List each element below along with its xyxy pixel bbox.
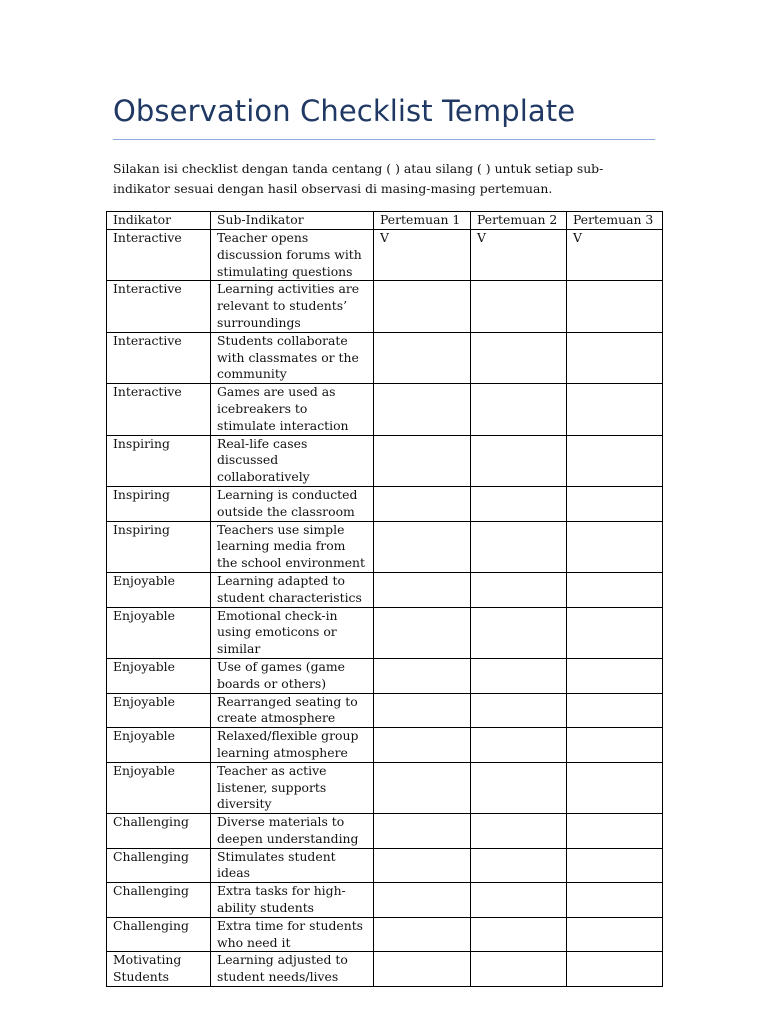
header-sub-indikator: Sub-Indikator xyxy=(211,212,374,230)
table-row xyxy=(107,658,663,693)
indikator-cell: Inspiring xyxy=(107,521,211,572)
pertemuan-3-cell[interactable] xyxy=(567,952,663,987)
indikator-cell: Enjoyable xyxy=(107,607,211,658)
indikator-cell: Motivating Students xyxy=(107,952,211,987)
table-row xyxy=(107,281,663,332)
table-row xyxy=(107,230,663,281)
header-indikator: Indikator xyxy=(107,212,211,230)
pertemuan-2-cell[interactable] xyxy=(471,435,567,486)
indikator-cell: Challenging xyxy=(107,848,211,883)
pertemuan-3-cell[interactable] xyxy=(567,486,663,521)
page-title: Observation Checklist Template xyxy=(113,94,576,128)
sub-indikator-cell: Diverse materials to deepen understanding xyxy=(211,814,374,849)
indikator-cell: Challenging xyxy=(107,883,211,918)
indikator-cell: Enjoyable xyxy=(107,572,211,607)
sub-indikator-cell: Learning adjusted to student needs/lives xyxy=(211,952,374,987)
indikator-cell: Interactive xyxy=(107,230,211,281)
table-row xyxy=(107,435,663,486)
table-row xyxy=(107,917,663,952)
pertemuan-2-cell[interactable] xyxy=(471,693,567,728)
sub-indikator-cell: Learning activities are relevant to students’ surroundings xyxy=(211,281,374,332)
table-row xyxy=(107,952,663,987)
pertemuan-2-cell[interactable] xyxy=(471,572,567,607)
pertemuan-3-cell[interactable] xyxy=(567,572,663,607)
pertemuan-1-cell[interactable] xyxy=(374,486,471,521)
table-row xyxy=(107,693,663,728)
pertemuan-3-cell[interactable] xyxy=(567,917,663,952)
checklist-table xyxy=(106,211,663,987)
pertemuan-1-cell[interactable] xyxy=(374,607,471,658)
indikator-cell: Interactive xyxy=(107,384,211,435)
pertemuan-2-cell[interactable] xyxy=(471,728,567,763)
pertemuan-1-cell[interactable] xyxy=(374,952,471,987)
sub-indikator-cell: Teacher opens discussion forums with stimulating questions xyxy=(211,230,374,281)
table-row xyxy=(107,848,663,883)
pertemuan-3-cell[interactable] xyxy=(567,762,663,813)
indikator-cell: Enjoyable xyxy=(107,728,211,763)
pertemuan-1-cell[interactable] xyxy=(374,281,471,332)
pertemuan-1-cell[interactable] xyxy=(374,728,471,763)
table-row xyxy=(107,332,663,383)
pertemuan-1-cell[interactable] xyxy=(374,693,471,728)
pertemuan-3-cell[interactable] xyxy=(567,883,663,918)
indikator-cell: Enjoyable xyxy=(107,693,211,728)
pertemuan-1-cell[interactable] xyxy=(374,521,471,572)
pertemuan-3-cell[interactable] xyxy=(567,693,663,728)
table-row xyxy=(107,572,663,607)
pertemuan-2-cell[interactable] xyxy=(471,814,567,849)
sub-indikator-cell: Teachers use simple learning media from the school environment xyxy=(211,521,374,572)
table-row xyxy=(107,521,663,572)
indikator-cell: Challenging xyxy=(107,917,211,952)
table-row xyxy=(107,883,663,918)
sub-indikator-cell: Stimulates student ideas xyxy=(211,848,374,883)
pertemuan-1-cell[interactable] xyxy=(374,384,471,435)
pertemuan-3-cell[interactable]: V xyxy=(567,230,663,281)
sub-indikator-cell: Real-life cases discussed collaboratively xyxy=(211,435,374,486)
sub-indikator-cell: Teacher as active listener, supports diversity xyxy=(211,762,374,813)
pertemuan-3-cell[interactable] xyxy=(567,281,663,332)
table-row xyxy=(107,728,663,763)
pertemuan-3-cell[interactable] xyxy=(567,658,663,693)
pertemuan-1-cell[interactable] xyxy=(374,848,471,883)
pertemuan-1-cell[interactable] xyxy=(374,572,471,607)
indikator-cell: Interactive xyxy=(107,281,211,332)
table-row xyxy=(107,814,663,849)
sub-indikator-cell: Emotional check-in using emoticons or similar xyxy=(211,607,374,658)
pertemuan-2-cell[interactable]: V xyxy=(471,230,567,281)
header-row xyxy=(107,212,663,230)
pertemuan-3-cell[interactable] xyxy=(567,607,663,658)
indikator-cell: Interactive xyxy=(107,332,211,383)
pertemuan-1-cell[interactable] xyxy=(374,658,471,693)
sub-indikator-cell: Learning is conducted outside the classroom xyxy=(211,486,374,521)
pertemuan-3-cell[interactable] xyxy=(567,332,663,383)
sub-indikator-cell: Learning adapted to student characteristics xyxy=(211,572,374,607)
table-body xyxy=(107,230,663,987)
pertemuan-3-cell[interactable] xyxy=(567,521,663,572)
indikator-cell: Inspiring xyxy=(107,486,211,521)
pertemuan-2-cell[interactable] xyxy=(471,281,567,332)
pertemuan-3-cell[interactable] xyxy=(567,814,663,849)
pertemuan-2-cell[interactable] xyxy=(471,883,567,918)
indikator-cell: Enjoyable xyxy=(107,762,211,813)
sub-indikator-cell: Relaxed/flexible group learning atmosphere xyxy=(211,728,374,763)
header-pertemuan-2: Pertemuan 2 xyxy=(471,212,567,230)
table-row xyxy=(107,486,663,521)
pertemuan-3-cell[interactable] xyxy=(567,435,663,486)
pertemuan-2-cell[interactable] xyxy=(471,848,567,883)
pertemuan-3-cell[interactable] xyxy=(567,848,663,883)
indikator-cell: Inspiring xyxy=(107,435,211,486)
table-row xyxy=(107,607,663,658)
title-underline xyxy=(113,139,655,140)
pertemuan-1-cell[interactable] xyxy=(374,762,471,813)
sub-indikator-cell: Extra time for students who need it xyxy=(211,917,374,952)
pertemuan-1-cell[interactable] xyxy=(374,883,471,918)
sub-indikator-cell: Extra tasks for high-ability students xyxy=(211,883,374,918)
pertemuan-1-cell[interactable]: V xyxy=(374,230,471,281)
pertemuan-2-cell[interactable] xyxy=(471,917,567,952)
header-pertemuan-1: Pertemuan 1 xyxy=(374,212,471,230)
table-row xyxy=(107,762,663,813)
indikator-cell: Challenging xyxy=(107,814,211,849)
intro-paragraph: Silakan isi checklist dengan tanda centang ( ) atau silang ( ) untuk setiap sub-indikator sesuai dengan hasil observasi di masing-masing pertemuan. xyxy=(113,161,604,196)
pertemuan-3-cell[interactable] xyxy=(567,728,663,763)
sub-indikator-cell: Games are used as icebreakers to stimulate interaction xyxy=(211,384,374,435)
sub-indikator-cell: Students collaborate with classmates or the community xyxy=(211,332,374,383)
pertemuan-3-cell[interactable] xyxy=(567,384,663,435)
pertemuan-2-cell[interactable] xyxy=(471,952,567,987)
pertemuan-2-cell[interactable] xyxy=(471,762,567,813)
sub-indikator-cell: Use of games (game boards or others) xyxy=(211,658,374,693)
pertemuan-1-cell[interactable] xyxy=(374,814,471,849)
pertemuan-1-cell[interactable] xyxy=(374,332,471,383)
pertemuan-2-cell[interactable] xyxy=(471,384,567,435)
table-row xyxy=(107,384,663,435)
indikator-cell: Enjoyable xyxy=(107,658,211,693)
header-pertemuan-3: Pertemuan 3 xyxy=(567,212,663,230)
pertemuan-2-cell[interactable] xyxy=(471,486,567,521)
pertemuan-1-cell[interactable] xyxy=(374,917,471,952)
pertemuan-2-cell[interactable] xyxy=(471,332,567,383)
sub-indikator-cell: Rearranged seating to create atmosphere xyxy=(211,693,374,728)
pertemuan-2-cell[interactable] xyxy=(471,658,567,693)
pertemuan-1-cell[interactable] xyxy=(374,435,471,486)
pertemuan-2-cell[interactable] xyxy=(471,607,567,658)
pertemuan-2-cell[interactable] xyxy=(471,521,567,572)
